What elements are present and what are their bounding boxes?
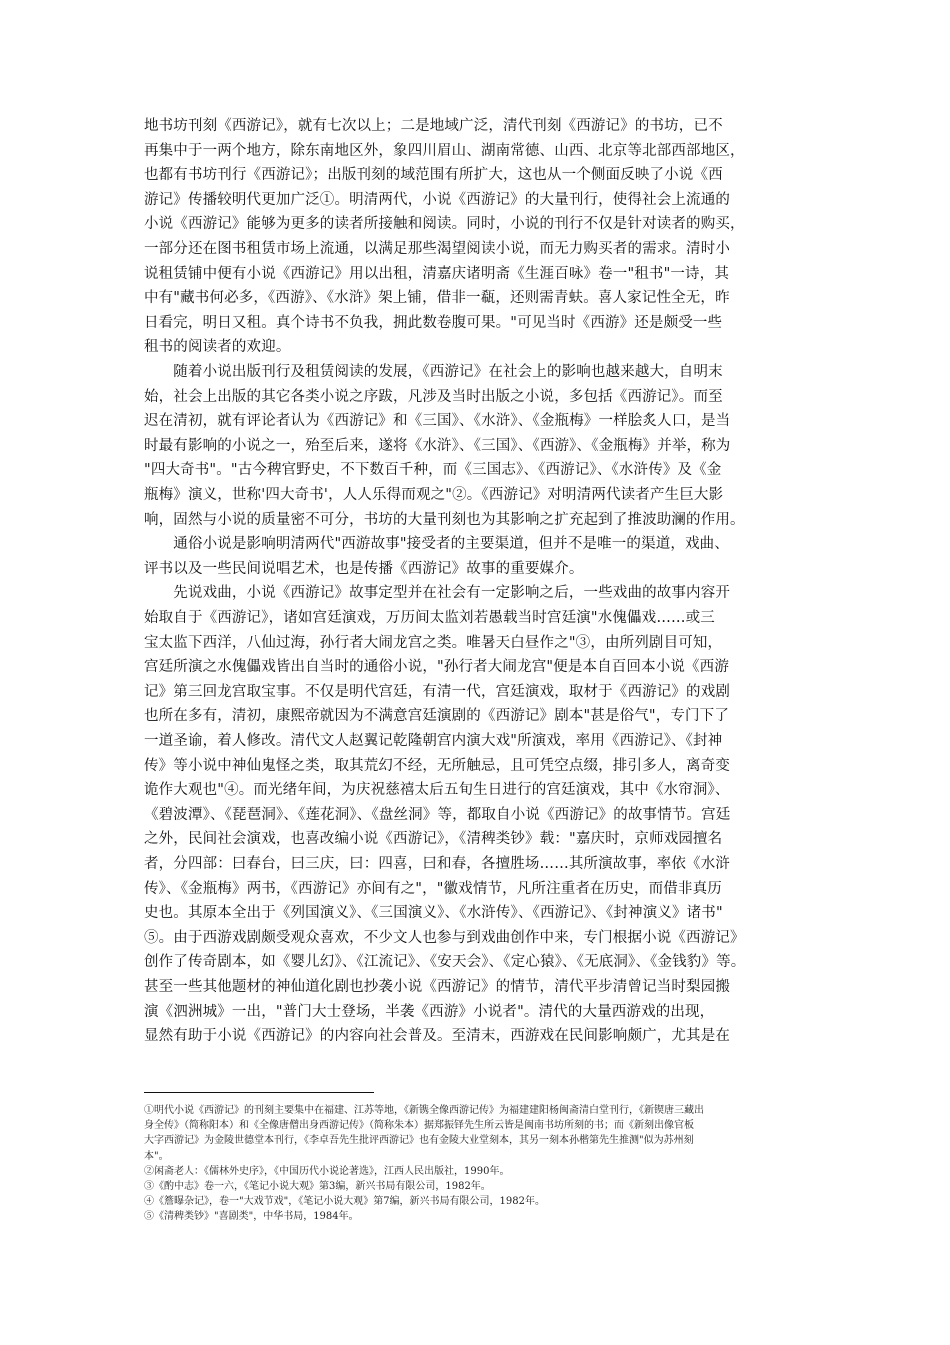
body-line: 中有"藏书何必多，《西游》、《水浒》架上铺，借非一瓻，还则需青蚨。喜人家记性全无，昨 — [144, 290, 730, 307]
body-line: 地书坊刊刻《西游记》，就有七次以上；二是地域广泛，清代刊刻《西游记》的书坊，已不 — [144, 118, 723, 134]
body-line: 始，社会上出版的其它各类小说之序跋，凡涉及当时出版之小说，多包括《西游记》。而至 — [144, 388, 723, 405]
body-line: 先说戏曲，小说《西游记》故事定型并在社会有一定影响之后，一些戏曲的故事内容开 — [144, 585, 730, 602]
body-line: 瓶梅》演义，世称'四大奇书'，人人乐得而观之"②。《西游记》对明清两代读者产生巨大影 — [144, 487, 724, 503]
body-line: 日看完，明日又租。真个诗书不负我，拥此数卷腹可果。"可见当时《西游》还是颇受一些 — [144, 314, 723, 331]
body-line: 说租赁铺中便有小说《西游记》用以出租，清嘉庆诸明斋《生涯百咏》卷一"租书"一诗，其 — [144, 265, 729, 282]
footnote-line: ①明代小说《西游记》的刊刻主要集中在福建、江苏等地，《新镌全像西游记传》为福建建阳杨闽斋清白堂刊行，《新锲唐三藏出 — [144, 1105, 704, 1116]
body-line: 一部分还在图书租赁市场上流通，以满足那些渴望阅读小说，而无力购买者的需求。清时小 — [144, 241, 730, 257]
body-line: ⑤。由于西游戏剧颇受观众喜欢，不少文人也参与到戏曲创作中来，专门根据小说《西游记》 — [144, 929, 745, 946]
body-line: 响，固然与小说的质量密不可分，书坊的大量刊刻也为其影响之扩充起到了推波助澜的作用。 — [144, 511, 745, 528]
body-line: 者，分四部：曰春台，曰三庆，曰：四喜，曰和春，各擅胜场……其所演故事，率依《水浒 — [144, 856, 730, 872]
body-line: 时最有影响的小说之一，殆至后来，遂将《水浒》、《三国》、《西游》、《金瓶梅》并举，称为 — [144, 437, 731, 454]
body-line: 游记》传播较明代更加广泛①。明清两代，小说《西游记》的大量刊行，使得社会上流通的 — [144, 191, 730, 208]
footnote-line: 本"。 — [144, 1150, 169, 1162]
body-line: 也都有书坊刊行《西游记》；出版刊刻的域范围有所扩大，这也从一个侧面反映了小说《西 — [144, 167, 723, 184]
body-line: 迟在清初，就有评论者认为《西游记》和《三国》、《水浒》、《金瓶梅》一样脍炙人口，是当 — [144, 413, 731, 430]
footnote-divider — [144, 1092, 374, 1093]
body-line: 显然有助于小说《西游记》的内容向社会普及。至清末，西游戏在民间影响颇广，尤其是在 — [144, 1028, 730, 1045]
body-line: 创作了传奇剧本，如《婴儿幻》、《江流记》、《安天会》、《定心猿》、《无底洞》、《金钱豹》等。 — [144, 954, 746, 971]
footnote-line: 大字西游记》为金陵世德堂本刊行，《李卓吾先生批评西游记》也有金陵大业堂刻本，其另一刻本孙楷第先生推测"似为苏州刻 — [144, 1135, 694, 1147]
footnote-line: ④《簷曝杂记》，卷一"大戏节戏"，《笔记小说大观》第7编，新兴书局有限公司，1982年。 — [144, 1196, 546, 1208]
body-line: 宫廷所演之水傀儡戏皆出自当时的通俗小说，"孙行者大闹龙宫"便是本自百回本小说《西游 — [144, 659, 729, 676]
body-line: 小说《西游记》能够为更多的读者所接触和阅读。同时，小说的刊行不仅是针对读者的购买， — [144, 216, 745, 233]
body-line: 再集中于一两个地方，除东南地区外，象四川眉山、湖南常德、山西、北京等北部西部地区， — [144, 142, 745, 159]
body-line: 评书以及一些民间说唱艺术，也是传播《西游记》故事的重要媒介。 — [144, 560, 584, 577]
body-line: 史也。其原本全出于《列国演义》、《三国演义》、《水浒传》、《西游记》、《封神演义》诸书" — [144, 905, 723, 922]
body-line: 记》第三回龙宫取宝事。不仅是明代宫廷，有清一代，宫廷演戏，取材于《西游记》的戏剧 — [144, 683, 730, 700]
body-line: 甚至一些其他题材的神仙道化剧也抄袭小说《西游记》的情节，清代平步清曾记当时梨园搬 — [144, 979, 730, 995]
body-line: 传》等小说中神仙鬼怪之类，取其荒幻不经，无所触忌，且可凭空点缀，排引多人，离奇变 — [144, 757, 730, 774]
body-line: 通俗小说是影响明清两代"西游故事"接受者的主要渠道，但并不是唯一的渠道，戏曲、 — [144, 536, 729, 553]
body-line: 租书的阅读者的欢迎。 — [144, 339, 291, 356]
footnote-line: ⑤《清稗类钞》"喜剧类"，中华书局，1984年。 — [144, 1211, 359, 1223]
body-line: 演《泗洲城》一出，"普门大士登场，半袭《西游》小说者"。清代的大量西游戏的出现， — [144, 1003, 715, 1020]
body-line: 诡作大观也"④。而光绪年间，为庆祝慈禧太后五旬生日进行的宫廷演戏，其中《水帘洞》、 — [144, 782, 730, 799]
footnote-line: ②闲斋老人：《儒林外史序》，《中国历代小说论著选》，江西人民出版社，1990年。 — [144, 1165, 510, 1177]
footnote-line: 身全传》（简称阳本）和《全像唐僧出身西游记传》（简称朱本）据郑振铎先生所云皆是闽南书坊所刻的书；而《新刻出像官板 — [144, 1120, 694, 1132]
body-line: "四大奇书"。"古今稗官野史，不下数百千种，而《三国志》、《西游记》、《水浒传》及《金 — [144, 462, 722, 479]
body-line: 一道圣谕，着人修改。清代文人赵翼记乾隆朝宫内演大戏"所演戏，率用《西游记》、《封神 — [144, 733, 723, 749]
body-line: 之外，民间社会演戏，也喜改编小说《西游记》，《清稗类钞》载："嘉庆时，京师戏园擅名 — [144, 831, 723, 848]
body-line: 也所在多有，清初，康熙帝就因为不满意宫廷演剧的《西游记》剧本"甚是俗气"，专门下了 — [144, 708, 729, 725]
body-line: 始取自于《西游记》，诸如宫廷演戏，万历间太监刘若愚载当时宫廷演"水傀儡戏……或三 — [144, 610, 715, 626]
body-line: 传》、《金瓶梅》两书，《西游记》亦间有之"，"徽戏情节，凡所注重者在历史，而借非真历 — [144, 880, 722, 897]
body-line: 《碧波潭》、《琵琶洞》、《莲花洞》、《盘丝洞》等，都取自小说《西游记》的故事情节。宫廷 — [144, 806, 731, 823]
body-line: 宝太监下西洋，八仙过海，孙行者大闹龙宫之类。唯暑天白昼作之"③，由所列剧目可知， — [144, 634, 723, 651]
footnote-line: ③《酌中志》卷一六，《笔记小说大观》第3编，新兴书局有限公司，1982年。 — [144, 1181, 491, 1192]
body-line: 随着小说出版刊行及租赁阅读的发展，《西游记》在社会上的影响也越来越大，自明末 — [144, 364, 723, 380]
